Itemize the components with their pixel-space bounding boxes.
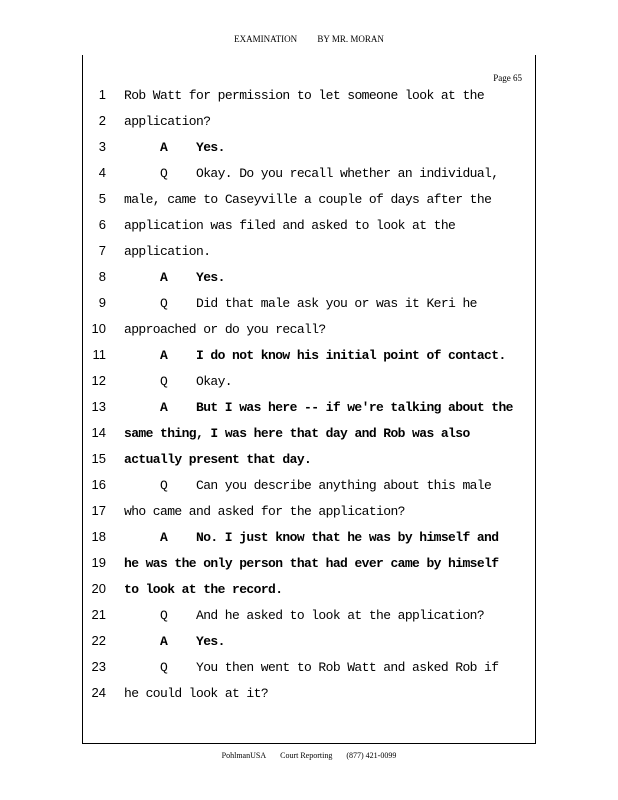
line-text: Yes. [196, 634, 225, 649]
line-text: to look at the record. [124, 582, 283, 597]
line-number: 5 [98, 191, 106, 206]
speaker-label: A [160, 634, 168, 649]
transcript-line [0, 447, 618, 473]
line-text: application. [124, 244, 211, 259]
line-number: 24 [91, 685, 106, 700]
page-footer [0, 751, 618, 760]
speaker-label: Q [160, 660, 168, 675]
line-number: 2 [98, 113, 106, 128]
speaker-label: A [160, 140, 168, 155]
line-number: 8 [98, 269, 106, 284]
line-text: Yes. [196, 140, 225, 155]
transcript-line [0, 83, 618, 109]
speaker-label: A [160, 270, 168, 285]
transcript-line [0, 525, 618, 551]
line-text: approached or do you recall? [124, 322, 326, 337]
speaker-label: Q [160, 478, 168, 493]
line-text: male, came to Caseyville a couple of days after the [124, 192, 492, 207]
transcript-line [0, 239, 618, 265]
header-examiner: BY MR. MORAN [317, 34, 384, 44]
transcript-line [0, 655, 618, 681]
line-text: Can you describe anything about this male [196, 478, 492, 493]
line-number: 19 [91, 555, 106, 570]
transcript-line [0, 213, 618, 239]
speaker-label: Q [160, 374, 168, 389]
line-text: And he asked to look at the application? [196, 608, 485, 623]
line-text: Okay. Do you recall whether an individual, [196, 166, 499, 181]
transcript-line [0, 499, 618, 525]
line-number: 15 [91, 451, 106, 466]
line-text: same thing, I was here that day and Rob was also [124, 426, 470, 441]
transcript-line [0, 291, 618, 317]
footer-company: PohlmanUSA [221, 751, 267, 760]
speaker-label: A [160, 530, 168, 545]
line-number: 14 [91, 425, 106, 440]
line-text: application was filed and asked to look at the [124, 218, 456, 233]
transcript-line [0, 421, 618, 447]
speaker-label: Q [160, 296, 168, 311]
line-text: You then went to Rob Watt and asked Rob if [196, 660, 499, 675]
footer-phone: (877) 421-0099 [346, 751, 397, 760]
line-text: But I was here -- if we're talking about the [196, 400, 513, 415]
page-number: Page 65 [493, 73, 522, 83]
transcript-line [0, 265, 618, 291]
speaker-label: A [160, 400, 168, 415]
line-text: actually present that day. [124, 452, 312, 467]
line-text: who came and asked for the application? [124, 504, 405, 519]
line-text: application? [124, 114, 211, 129]
line-number: 17 [91, 503, 106, 518]
line-number: 21 [91, 607, 106, 622]
transcript-line [0, 603, 618, 629]
line-text: he was the only person that had ever came by himself [124, 556, 499, 571]
transcript-line [0, 551, 618, 577]
page-header [0, 34, 618, 44]
transcript-line [0, 681, 618, 707]
speaker-label: Q [160, 608, 168, 623]
header-section: EXAMINATION [234, 34, 298, 44]
line-number: 7 [98, 243, 106, 258]
line-number: 20 [91, 581, 106, 596]
footer-service: Court Reporting [280, 751, 333, 760]
line-text: he could look at it? [124, 686, 269, 701]
transcript-line [0, 161, 618, 187]
line-text: No. I just know that he was by himself and [196, 530, 499, 545]
transcript-line [0, 473, 618, 499]
line-number: 10 [91, 321, 106, 336]
line-number: 23 [91, 659, 106, 674]
transcript-line [0, 629, 618, 655]
line-number: 13 [91, 399, 106, 414]
line-text: I do not know his initial point of contact. [196, 348, 506, 363]
line-number: 18 [91, 529, 106, 544]
transcript-line [0, 317, 618, 343]
line-number: 4 [98, 165, 106, 180]
line-text: Okay. [196, 374, 233, 389]
line-number: 9 [98, 295, 106, 310]
line-number: 12 [91, 373, 106, 388]
line-text: Yes. [196, 270, 225, 285]
transcript-line [0, 135, 618, 161]
line-number: 16 [91, 477, 106, 492]
speaker-label: A [160, 348, 168, 363]
line-text: Did that male ask you or was it Keri he [196, 296, 477, 311]
transcript-line [0, 343, 618, 369]
speaker-label: Q [160, 166, 168, 181]
transcript-line [0, 395, 618, 421]
line-number: 1 [98, 87, 106, 102]
transcript-line [0, 369, 618, 395]
transcript-line [0, 187, 618, 213]
line-number: 22 [91, 633, 106, 648]
transcript-line [0, 577, 618, 603]
line-number: 3 [98, 139, 106, 154]
line-number: 6 [98, 217, 106, 232]
line-number: 11 [92, 347, 106, 362]
line-text: Rob Watt for permission to let someone look at the [124, 88, 485, 103]
transcript-line [0, 109, 618, 135]
